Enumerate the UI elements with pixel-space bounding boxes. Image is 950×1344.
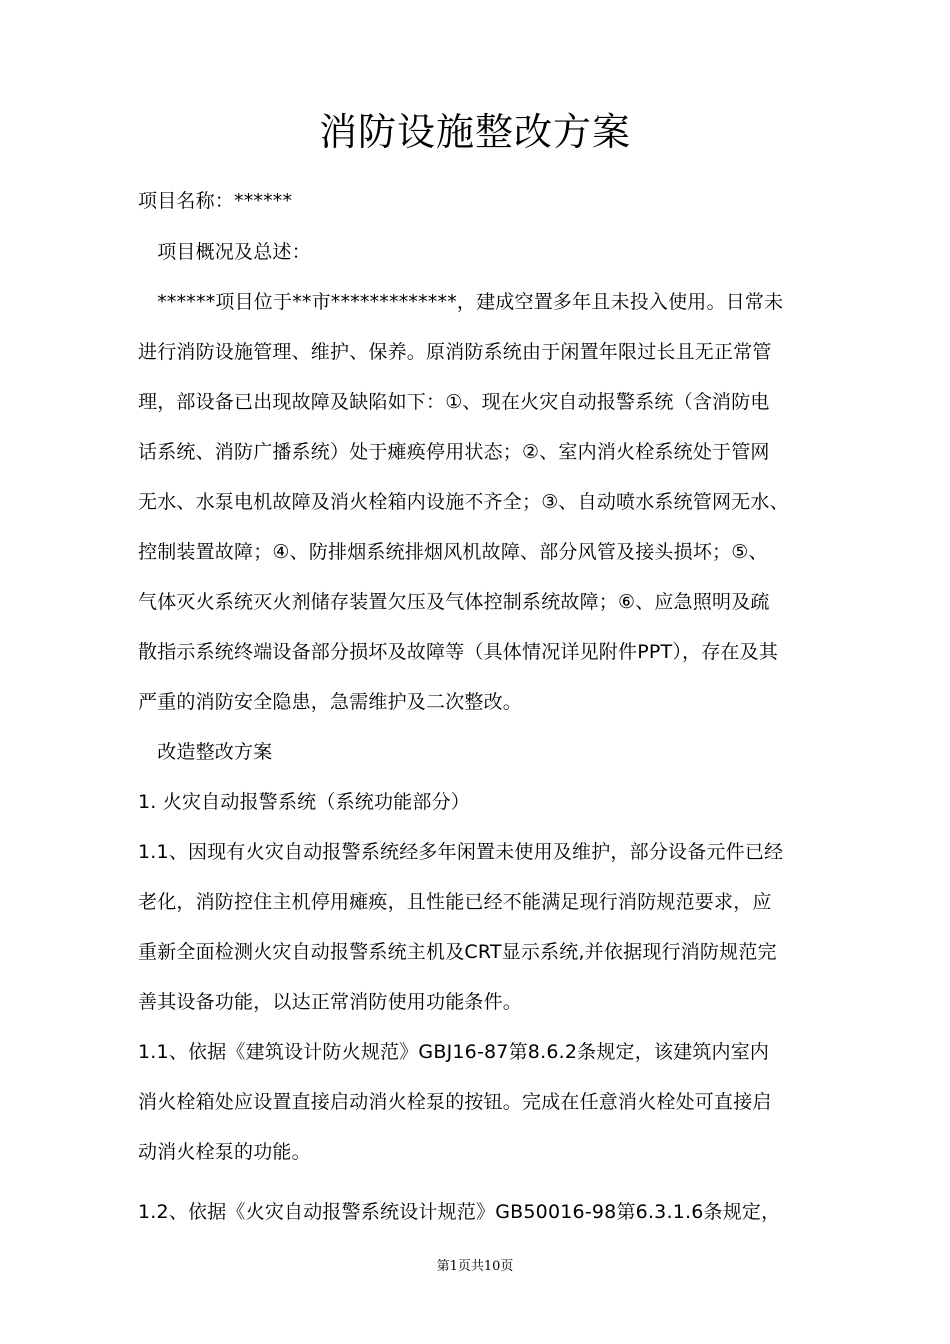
overview-text-line-3: 理，部设备已出现故障及缺陷如下：①、现在火灾自动报警系统（含消防电 (138, 391, 770, 413)
overview-text-line-5: 无水、水泵电机故障及消火栓箱内设施不齐全；③、自动喷水系统管网无水、 (138, 491, 789, 513)
overview-text-line-7: 气体灭火系统灭火剂储存装置欠压及气体控制系统故障；⑥、应急照明及疏 (138, 591, 770, 613)
section-1-1b-line-3: 动消火栓泵的功能。 (138, 1141, 311, 1163)
section-1-1-line-4: 善其设备功能，以达正常消防使用功能条件。 (138, 991, 523, 1013)
section-1-1b-line-1: 1.1、依据《建筑设计防火规范》GBJ16-87第8.6.2条规定，该建筑内室内 (138, 1041, 770, 1063)
section-1-1-line-2: 老化，消防控住主机停用瘫痪，且性能已经不能满足现行消防规范要求，应 (138, 891, 772, 913)
rectification-heading: 改造整改方案 (138, 741, 273, 763)
section-1-1-line-1: 1.1、因现有火灾自动报警系统经多年闲置未使用及维护，部分设备元件已经 (138, 841, 784, 863)
overview-text-line-2: 进行消防设施管理、维护、保养。原消防系统由于闲置年限过长且无正常管 (138, 341, 772, 363)
overview-heading: 项目概况及总述： (138, 241, 311, 263)
overview-text-line-9: 严重的消防安全隐患，急需维护及二次整改。 (138, 691, 523, 713)
document-title: 消防设施整改方案 (318, 110, 631, 154)
overview-text-line-8: 散指示系统终端设备部分损坏及故障等（具体情况详见附件PPT），存在及其 (138, 641, 779, 663)
page-number: 第1页共10页 (436, 1259, 514, 1274)
overview-text-line-1: ******项目位于**市*************，建成空置多年且未投入使用。日常未 (138, 291, 784, 313)
overview-text-line-6: 控制装置故障；④、防排烟系统排烟风机故障、部分风管及接头损坏；⑤、 (138, 541, 768, 563)
project-name-line: 项目名称：****** (138, 190, 293, 212)
section-1-heading: 1. 火灾自动报警系统（系统功能部分） (138, 791, 470, 813)
overview-text-line-4: 话系统、消防广播系统）处于瘫痪停用状态；②、室内消火栓系统处于管网 (138, 441, 770, 463)
section-1-1b-line-2: 消火栓箱处应设置直接启动消火栓泵的按钮。完成在任意消火栓处可直接启 (138, 1091, 772, 1113)
section-1-1-line-3: 重新全面检测火灾自动报警系统主机及CRT显示系统,并依据现行消防规范完 (138, 941, 777, 963)
section-1-2-line-1: 1.2、依据《火灾自动报警系统设计规范》GB50016-98第6.3.1.6条规定， (138, 1201, 781, 1223)
